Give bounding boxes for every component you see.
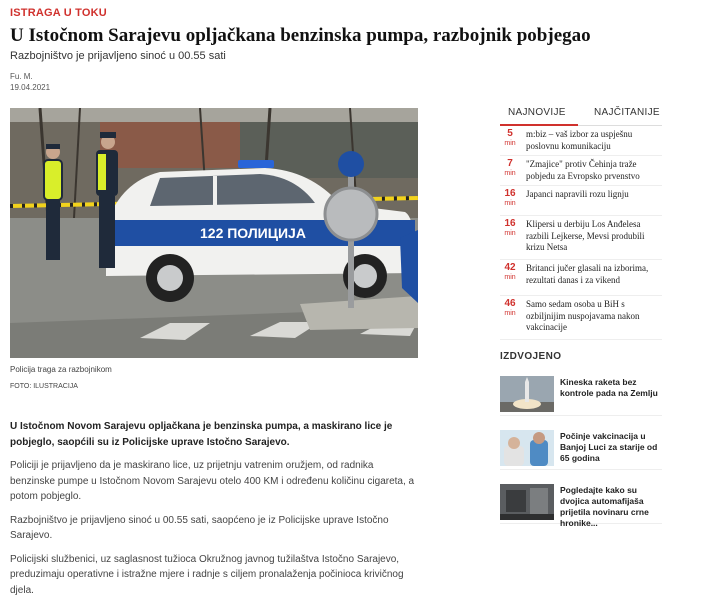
article-hero-image [10,108,418,358]
featured-item[interactable] [500,480,662,528]
article-paragraph: Razbojništvo je prijavljeno sinoć u 00.55 sati, saopćeno je iz Policijske uprave Istočno Sarajevo. [10,514,389,541]
minutes-ago: 46 min [504,298,516,317]
featured-heading: IZDVOJENO [500,351,562,362]
list-item[interactable] [500,156,662,186]
article-paragraph: Policijski službenici, uz saglasnost tužioca Okružnog javnog tužilaštva Istočno Sarajevo, preduzimaju operativne i istražne mjere i radnje s ciljem pronalaženja počinioca krivičnog djela. [10,553,404,596]
article-kicker[interactable]: ISTRAGA U TOKU [10,7,107,19]
featured-item[interactable] [500,372,662,416]
image-credit: FOTO: ILUSTRACIJA [10,383,78,390]
latest-news-list [500,126,662,340]
featured-title[interactable]: Pogledajte kako su dvojica automafijaša prijetila novinaru crne hronike... [560,485,649,528]
article-paragraph: Policiji je prijavljeno da je maskirano lice, uz prijetnju vatrenim oružjem, od radnika benzinske pumpe u Istočnom Novom Sarajevu otelo 400 KM i određenu količinu cigareta, a potom pobjeglo. [10,460,415,502]
list-item[interactable] [500,186,662,216]
list-item[interactable] [500,260,662,296]
list-item[interactable] [500,126,662,156]
sidebar-tabs [500,100,662,126]
rocket-thumbnail [500,376,554,412]
list-item[interactable] [500,216,662,260]
minutes-ago: 7 min [504,158,516,177]
crime-thumbnail [500,484,554,520]
featured-item[interactable] [500,426,662,470]
featured-list [500,372,662,534]
minutes-ago: 16 min [504,188,516,207]
news-title[interactable]: "Zmajice" protiv Čehinja traže pobjedu za Evropsko prvenstvo [526,159,640,181]
tab-most-read[interactable]: NAJČITANIJE [594,107,660,118]
news-title[interactable]: Britanci jučer glasali na izborima, rezultati danas i za vikend [526,263,649,285]
police-car-photo [10,108,418,358]
sidebar [500,100,662,528]
featured-title[interactable]: Počinje vakcinacija u Banjoj Luci za starije od 65 godina [560,431,658,463]
article-author: Fu. M. [10,72,33,81]
article-body [10,419,415,600]
vaccination-thumbnail [500,430,554,466]
news-title[interactable]: m:biz – vaš izbor za uspješnu poslovnu komunikaciju [526,129,633,151]
tab-latest[interactable]: NAJNOVIJE [508,107,566,118]
minutes-ago: 42 min [504,262,516,281]
news-title[interactable]: Klipersi u derbiju Los Anđelesa razbili Lejkerse, Mevsi produbili krizu Netsa [526,219,645,252]
news-title[interactable]: Samo sedam osoba u BiH s ozbiljnijim nuspojavama nakon vakcinacije [526,299,640,332]
article-subline: Razbojništvo je prijavljeno sinoć u 00.55 sati [10,50,226,62]
article-headline: U Istočnom Sarajevu opljačkana benzinska pumpa, razbojnik pobjegao [10,25,591,46]
news-title[interactable]: Japanci napravili rozu lignju [526,189,629,199]
image-caption: Policija traga za razbojnikom [10,365,112,374]
minutes-ago: 16 min [504,218,516,237]
article-lead: U Istočnom Novom Sarajevu opljačkana je benzinska pumpa, a maskirano lice je pobjeglo, saopćili su iz Policijske uprave Istočno Sarajevo. [10,421,393,448]
police-car-text: 122 ПОЛИЦИЈА [200,225,306,241]
featured-title[interactable]: Kineska raketa bez kontrole pada na Zemlju [560,377,658,398]
list-item[interactable] [500,296,662,340]
article-date: 19.04.2021 [10,83,51,92]
minutes-ago: 5 min [504,128,516,147]
